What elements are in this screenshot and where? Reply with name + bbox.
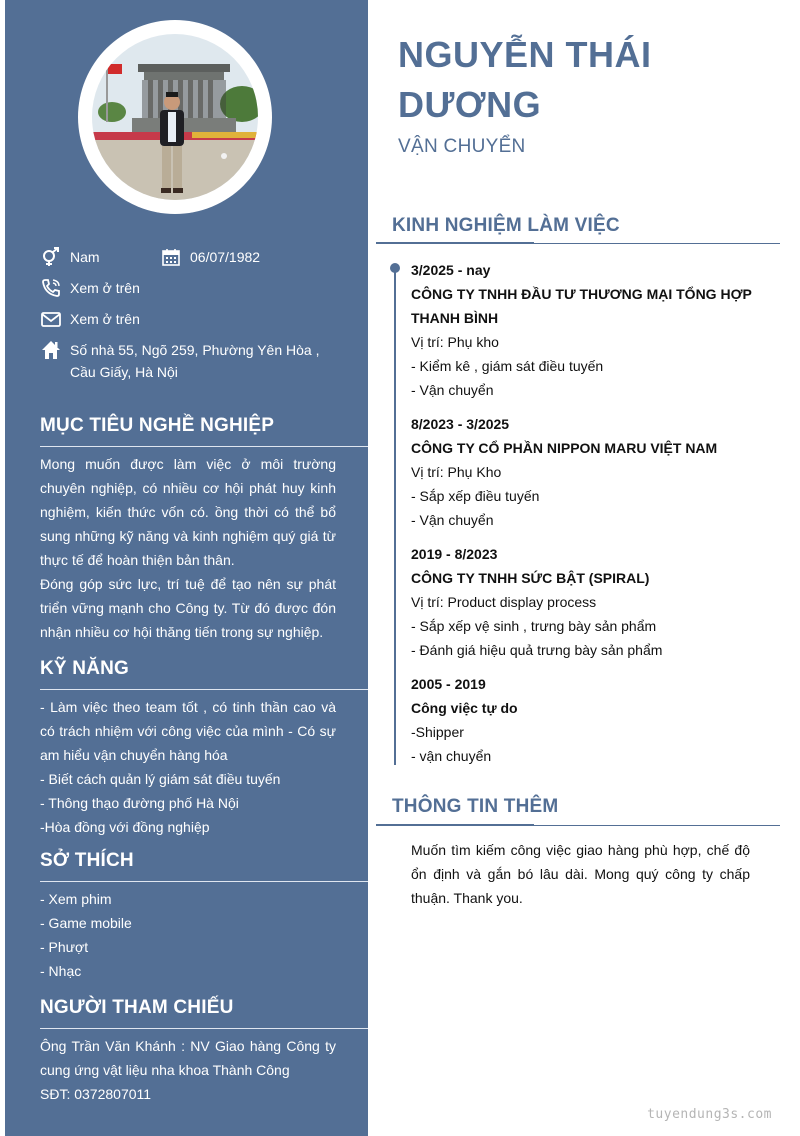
- job-company: CÔNG TY TNHH SỨC BẬT (SPIRAL): [411, 570, 650, 586]
- experience-title: KINH NGHIỆM LÀM VIỆC: [392, 215, 620, 236]
- skills-divider: [40, 689, 368, 690]
- objective-paragraph: Mong muốn được làm việc ở môi trường chuyên nghiệp, có nhiều cơ hội phát huy kinh nghiệm, kiến thức vốn có. ồng thời có thể bổ sung những kỹ năng và kinh nghiệm quý giá từ thực tế để hoàn thiện bản thân.: [40, 456, 336, 568]
- job-period: 2019 - 8/2023: [411, 546, 498, 562]
- avatar: [92, 34, 258, 200]
- job-role: Vị trí: Phụ Kho: [411, 464, 502, 480]
- job-entry: [411, 412, 761, 532]
- hobby-item: - Xem phim: [40, 891, 112, 907]
- birthdate-row: [160, 246, 260, 268]
- address-value: Số nhà 55, Ngõ 259, Phường Yên Hòa , Cầu Giấy, Hà Nội: [70, 342, 320, 380]
- hobbies-list: [40, 887, 340, 983]
- references-title: NGƯỜI THAM CHIẾU: [40, 997, 234, 1018]
- job-detail: - Kiểm kê , giám sát điều tuyến: [411, 358, 604, 374]
- additional-rule-thick: [376, 824, 534, 826]
- watermark: tuyendung3s.com: [647, 1107, 772, 1122]
- mail-icon: [40, 308, 62, 330]
- references-divider: [40, 1028, 368, 1029]
- avatar-frame: [78, 20, 272, 214]
- experience-rule-thick: [376, 242, 534, 244]
- skills-list: [40, 695, 336, 839]
- phone-value: Xem ở trên: [70, 280, 140, 296]
- job-company: CÔNG TY TNHH ĐẦU TƯ THƯƠNG MẠI TỔNG HỢP THANH BÌNH: [411, 286, 752, 326]
- reference-line: SĐT: 0372807011: [40, 1086, 152, 1102]
- gender-value: Nam: [70, 249, 100, 265]
- skill-item: -Hòa đồng với đồng nghiệp: [40, 819, 210, 835]
- job-entry: [411, 258, 761, 402]
- job-detail: - Sắp xếp điều tuyến: [411, 488, 540, 504]
- sidebar: [0, 0, 368, 1136]
- reference-line: Ông Trần Văn Khánh : NV Giao hàng Công ty cung ứng vật liệu nha khoa Thành Công: [40, 1038, 336, 1078]
- hobby-item: - Phượt: [40, 939, 89, 955]
- hobbies-title: SỞ THÍCH: [40, 850, 134, 871]
- job-role: Vị trí: Product display process: [411, 594, 597, 610]
- email-row: [40, 308, 140, 330]
- objective-paragraph: Đóng góp sức lực, trí tuệ để tạo nên sự phát triển vững mạnh cho Công ty. Từ đó được đón nhận nhiều cơ hội thăng tiến trong sự nghiệp.: [40, 576, 336, 640]
- gender-icon: [40, 246, 62, 268]
- experience-rule-thin: [534, 243, 780, 244]
- job-detail: - Đánh giá hiệu quả trưng bày sản phẩm: [411, 642, 663, 658]
- skill-item: - Làm việc theo team tốt , có tinh thần cao và có trách nhiệm với công việc của mình - Có sự am hiểu vận chuyển hàng hóa: [40, 699, 336, 763]
- job-company: Công việc tự do: [411, 700, 518, 716]
- job-company: CÔNG TY CỔ PHẦN NIPPON MARU VIỆT NAM: [411, 440, 718, 456]
- skill-item: - Biết cách quản lý giám sát điều tuyến: [40, 771, 281, 787]
- objective-text: [40, 452, 336, 644]
- job-detail: - Vận chuyển: [411, 512, 494, 528]
- job-detail: - Sắp xếp vệ sinh , trưng bày sản phẩm: [411, 618, 657, 634]
- references-text: [40, 1034, 336, 1106]
- gender-row: [40, 246, 100, 268]
- hobby-item: - Game mobile: [40, 915, 132, 931]
- calendar-icon: [160, 246, 182, 268]
- phone-icon: [40, 277, 62, 299]
- hobbies-divider: [40, 881, 368, 882]
- hobby-item: - Nhạc: [40, 963, 82, 979]
- job-entry: [411, 672, 761, 768]
- email-value: Xem ở trên: [70, 311, 140, 327]
- home-icon: [40, 339, 62, 361]
- objective-divider: [40, 446, 368, 447]
- address-row: [40, 339, 340, 383]
- skill-item: - Thông thạo đường phố Hà Nội: [40, 795, 239, 811]
- job-entry: [411, 542, 761, 662]
- timeline-line: [394, 269, 396, 765]
- birthdate-value: 06/07/1982: [190, 249, 261, 265]
- job-period: 8/2023 - 3/2025: [411, 416, 510, 432]
- additional-rule-thin: [534, 825, 780, 826]
- candidate-position: VẬN CHUYỂN: [398, 136, 526, 157]
- job-role: -Shipper: [411, 724, 464, 740]
- job-period: 3/2025 - nay: [411, 262, 491, 278]
- phone-row: [40, 277, 140, 299]
- job-role: Vị trí: Phụ kho: [411, 334, 499, 350]
- objective-title: MỤC TIÊU NGHỀ NGHIỆP: [40, 415, 275, 436]
- skills-title: KỸ NĂNG: [40, 658, 130, 679]
- timeline-dot: [390, 263, 400, 273]
- candidate-name: NGUYỄN THÁI DƯƠNG: [398, 34, 652, 125]
- job-detail: - Vận chuyển: [411, 382, 494, 398]
- job-period: 2005 - 2019: [411, 676, 486, 692]
- job-detail: - vận chuyển: [411, 748, 492, 764]
- additional-text: Muốn tìm kiếm công việc giao hàng phù hợp, chế độ ổn định và gắn bó lâu dài. Mong quý công ty chấp thuận. Thank you.: [411, 842, 750, 906]
- additional-title: THÔNG TIN THÊM: [392, 796, 559, 817]
